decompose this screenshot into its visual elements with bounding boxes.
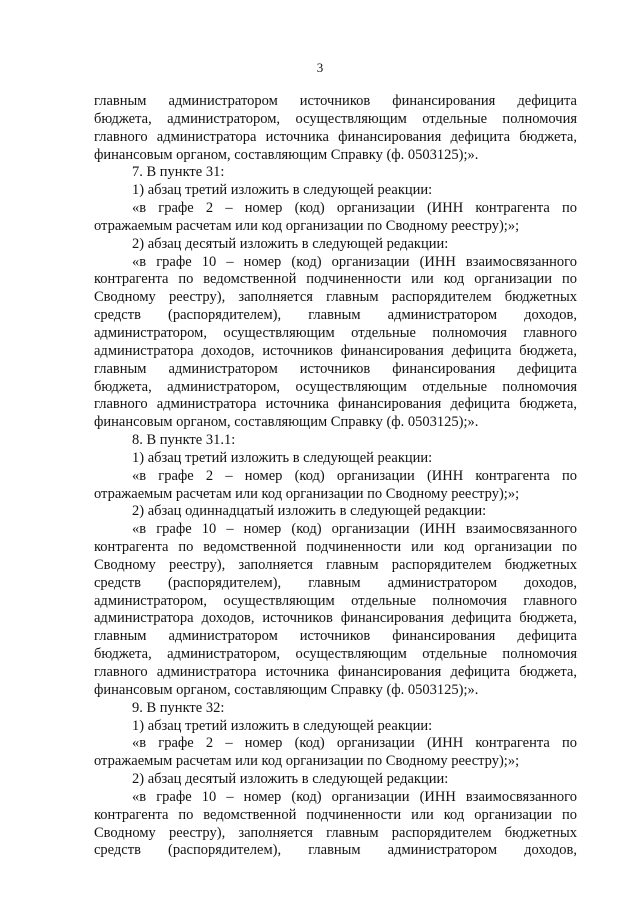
text-line: главного администратора источника финансирования дефицита бюджета, — [94, 664, 577, 680]
document-body — [94, 93, 577, 860]
text-line: администратора доходов, источников финансирования дефицита бюджета, — [94, 610, 577, 627]
text-line: «в графе 10 – номер (код) организации (ИНН взаимосвязанного — [132, 521, 577, 538]
text-line: «в графе 10 – номер (код) организации (ИНН взаимосвязанного — [132, 253, 577, 270]
text-line: средств (распорядителем), главным администратором доходов, — [94, 842, 577, 859]
text-line: Сводному реестру), заполняется главным распорядителем бюджетных — [94, 824, 577, 841]
text-line: 7. В пункте 31: — [132, 164, 225, 181]
text-line: средств (распорядителем), главным администратором доходов, — [94, 574, 577, 591]
text-line: главным администратором источников финансирования дефицита — [94, 360, 577, 377]
text-line: финансовым органом, составляющим Справку (ф. 0503125);». — [94, 146, 479, 163]
text-line: 2) абзац одиннадцатый изложить в следующей редакции: — [132, 503, 487, 520]
text-line: 1) абзац третий изложить в следующей реакции: — [132, 182, 433, 199]
text-line: контрагента по ведомственной подчиненности или код организации по — [94, 271, 577, 288]
text-line: 8. В пункте 31.1: — [132, 432, 236, 449]
text-line: «в графе 2 – номер (код) организации (ИНН контрагента по — [132, 200, 577, 217]
text-line: 2) абзац десятый изложить в следующей редакции: — [132, 771, 449, 788]
text-line: администратора доходов, источников финансирования дефицита бюджета, — [94, 342, 577, 359]
text-line: Сводному реестру), заполняется главным распорядителем бюджетных — [94, 556, 577, 573]
text-line: отражаемым расчетам или код организации по Сводному реестру);»; — [94, 217, 520, 234]
text-line: отражаемым расчетам или код организации по Сводному реестру);»; — [94, 753, 520, 770]
text-line: 2) абзац десятый изложить в следующей редакции: — [132, 235, 449, 252]
text-line: бюджета, администратором, осуществляющим отдельные полномочия — [94, 646, 577, 663]
text-line: главного администратора источника финансирования дефицита бюджета, — [94, 128, 577, 145]
text-line: отражаемым расчетам или код организации по Сводному реестру);»; — [94, 485, 520, 502]
text-line: средств (распорядителем), главным администратором доходов, — [94, 307, 577, 324]
text-line: контрагента по ведомственной подчиненности или код организации по — [94, 806, 577, 823]
text-line: контрагента по ведомственной подчиненности или код организации по — [94, 539, 577, 556]
text-line: «в графе 2 – номер (код) организации (ИНН контрагента по — [132, 467, 577, 484]
text-line: администратором, осуществляющим отдельные полномочия главного — [94, 592, 577, 609]
text-line: главного администратора источника финансирования дефицита бюджета, — [94, 396, 577, 413]
text-line: главным администратором источников финансирования дефицита — [94, 628, 577, 645]
text-line: финансовым органом, составляющим Справку (ф. 0503125);». — [94, 681, 479, 698]
text-line: «в графе 2 – номер (код) организации (ИНН контрагента по — [132, 735, 577, 752]
text-line: 1) абзац третий изложить в следующей реакции: — [132, 717, 433, 734]
text-line: финансовым органом, составляющим Справку (ф. 0503125);». — [94, 414, 479, 431]
page-number: 3 — [316, 60, 324, 75]
text-line: «в графе 10 – номер (код) организации (ИНН взаимосвязанного — [132, 788, 577, 805]
text-line: 9. В пункте 32: — [132, 699, 225, 716]
text-line: бюджета, администратором, осуществляющим отдельные полномочия — [94, 110, 577, 127]
text-line: бюджета, администратором, осуществляющим отдельные полномочия — [94, 378, 577, 395]
text-line: 1) абзац третий изложить в следующей реакции: — [132, 449, 433, 466]
text-line: главным администратором источников финансирования дефицита — [94, 93, 577, 109]
text-line: Сводному реестру), заполняется главным распорядителем бюджетных — [94, 289, 577, 306]
text-line: администратором, осуществляющим отдельные полномочия главного — [94, 324, 577, 341]
